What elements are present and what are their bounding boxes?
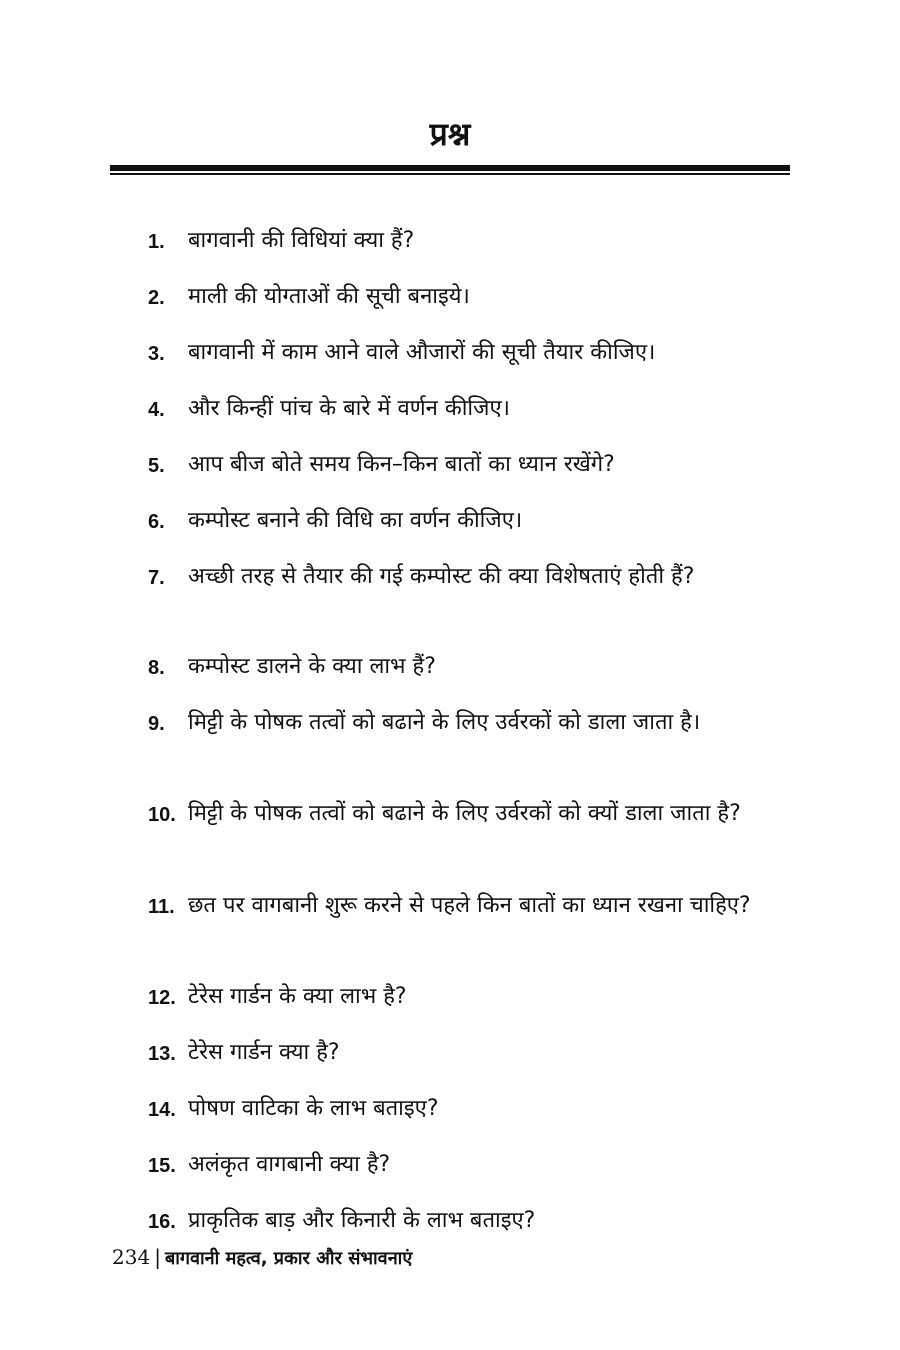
question-item — [148, 1204, 788, 1238]
question-text: पोषण वाटिका के लाभ बताइए? — [188, 1096, 439, 1121]
question-item — [148, 706, 788, 740]
question-number: 12. — [148, 987, 176, 1009]
heading-rule-thin — [110, 173, 790, 175]
question-item — [148, 1036, 788, 1070]
question-text: बागवानी में काम आने वाले औजारों की सूची तैयार कीजिए। — [188, 340, 656, 365]
page-heading: प्रश्न — [429, 115, 471, 153]
question-text: अलंकृत वागबानी क्या है? — [188, 1152, 391, 1177]
question-text: मिट्टी के पोषक तत्वों को बढाने के लिए उर्वरकों को क्यों डाला जाता है? — [188, 801, 741, 826]
question-text: टेरेस गार्डन क्या है? — [188, 1040, 340, 1065]
question-item — [148, 448, 788, 482]
question-item — [148, 280, 788, 314]
question-number: 16. — [148, 1211, 176, 1233]
question-item — [148, 980, 788, 1014]
question-item — [148, 1092, 788, 1126]
question-number: 11. — [148, 896, 175, 918]
question-number: 6. — [148, 511, 165, 533]
question-number: 9. — [148, 713, 165, 735]
question-number: 3. — [148, 343, 165, 365]
question-text: छत पर वागबानी शुरू करने से पहले किन बातों का ध्यान रखना चाहिए? — [188, 893, 751, 918]
question-number: 2. — [148, 287, 165, 309]
book-title: बागवानी महत्व, प्रकार और संभावनाएं — [164, 1248, 413, 1269]
question-item — [148, 889, 788, 923]
question-text: और किन्हीं पांच के बारे में वर्णन कीजिए। — [188, 396, 510, 421]
question-text: आप बीज बोते समय किन–किन बातों का ध्यान रखेंगे? — [188, 452, 615, 477]
question-number: 13. — [148, 1043, 176, 1065]
question-text: अच्छी तरह से तैयार की गई कम्पोस्ट की क्या विशेषताएं होती हैं? — [188, 564, 695, 589]
question-item — [148, 392, 788, 426]
question-number: 1. — [148, 231, 165, 253]
question-item — [148, 560, 788, 594]
question-number: 15. — [148, 1155, 176, 1177]
question-number: 14. — [148, 1099, 176, 1121]
question-text: मिट्टी के पोषक तत्वों को बढाने के लिए उर्वरकों को डाला जाता है। — [188, 710, 701, 735]
question-text: कम्पोस्ट बनाने की विधि का वर्णन कीजिए। — [188, 508, 523, 533]
question-number: 8. — [148, 657, 165, 679]
question-number: 4. — [148, 399, 165, 421]
footer-separator: | — [154, 1245, 161, 1269]
question-text: माली की योग्ताओं की सूची बनाइये। — [188, 284, 470, 309]
question-item — [148, 336, 788, 370]
question-text: कम्पोस्ट डालने के क्या लाभ हैं? — [188, 654, 436, 679]
heading-rule-thick — [110, 165, 790, 171]
question-number: 7. — [148, 567, 165, 589]
question-item — [148, 1148, 788, 1182]
question-number: 10. — [148, 804, 176, 826]
question-item — [148, 504, 788, 538]
question-number: 5. — [148, 455, 165, 477]
question-text: बागवानी की विधियां क्या हैं? — [188, 228, 415, 253]
question-item — [148, 224, 788, 258]
question-text: टेरेस गार्डन के क्या लाभ है? — [188, 984, 407, 1009]
page-number: 234 — [112, 1245, 151, 1269]
question-item — [148, 650, 788, 684]
question-text: प्राकृतिक बाड़ और किनारी के लाभ बताइए? — [188, 1208, 536, 1233]
question-item — [148, 797, 788, 831]
page-footer — [112, 1243, 412, 1273]
